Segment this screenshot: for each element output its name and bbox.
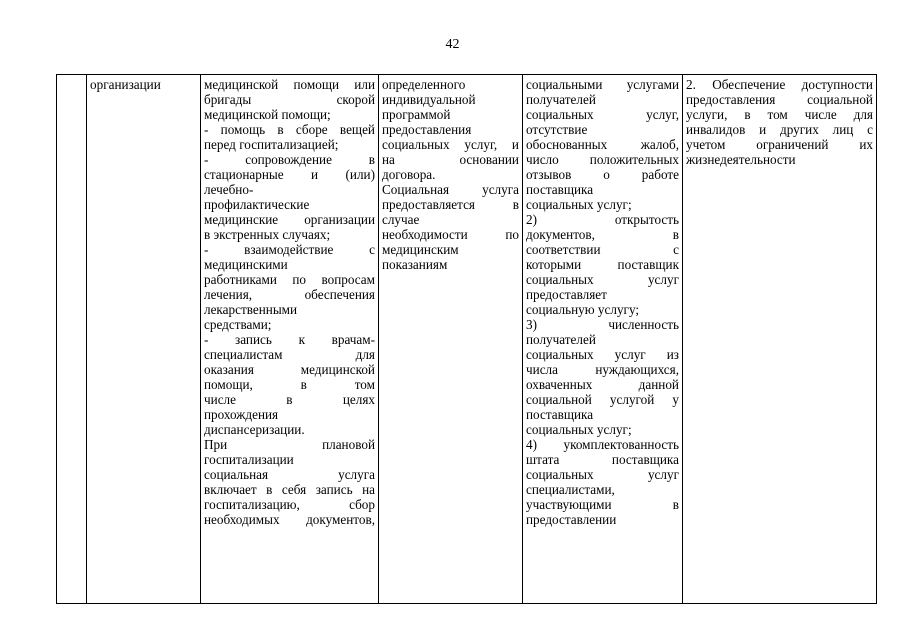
cell-line: социальных услуг,: [526, 107, 679, 122]
cell-line: - помощь в сборе вещей: [204, 122, 375, 137]
cell-line: поставщика: [526, 182, 594, 197]
cell-line: медицинские организации: [204, 212, 375, 227]
cell-description: [201, 75, 379, 604]
cell-line: документов, в: [526, 227, 679, 242]
cell-line: госпитализацию, сбор: [204, 497, 375, 512]
cell-line: медицинской помощи или: [204, 77, 375, 92]
cell-line: стационарные и (или): [204, 167, 375, 182]
cell-line: получателей: [526, 332, 596, 347]
cell-number: [57, 75, 87, 604]
cell-line: социальных услуг: [526, 272, 679, 287]
cell-line: 2. Обеспечение доступности: [686, 77, 873, 92]
cell-line: получателей: [526, 92, 596, 107]
cell-service-name: организации: [87, 75, 201, 604]
cell-line: определенного: [382, 77, 466, 92]
cell-line: случае: [382, 212, 420, 227]
cell-line: участвующими в: [526, 497, 679, 512]
cell-line: предоставления: [382, 122, 472, 137]
cell-line: числе в целях: [204, 392, 375, 407]
cell-line: предоставляется в: [382, 197, 519, 212]
cell-line: специалистам для: [204, 347, 375, 362]
cell-line: Социальная услуга: [382, 182, 519, 197]
cell-terms: [379, 75, 523, 604]
cell-line: лечения, обеспечения: [204, 287, 375, 302]
cell-line: перед госпитализацией;: [204, 137, 339, 152]
cell-line: необходимости по: [382, 227, 519, 242]
cell-line: услуги, в том числе для: [686, 107, 873, 122]
cell-line: лечебно-: [204, 182, 254, 197]
cell-line: социальных услуг: [526, 467, 679, 482]
cell-line: показаниям: [382, 257, 448, 272]
cell-line: в экстренных случаях;: [204, 227, 331, 242]
cell-line: отсутствие: [526, 122, 588, 137]
cell-line: 3) численность: [526, 317, 679, 332]
cell-line: числа нуждающихся,: [526, 362, 679, 377]
services-table: [56, 74, 877, 604]
cell-line: учетом ограничений их: [686, 137, 873, 152]
cell-line: индивидуальной: [382, 92, 476, 107]
page-number: 42: [445, 37, 460, 52]
cell-line: инвалидов и других лиц с: [686, 122, 873, 137]
cell-indicators: [523, 75, 683, 604]
cell-line: соответствии с: [526, 242, 679, 257]
cell-line: - запись к врачам-: [204, 332, 375, 347]
cell-line: медицинским: [382, 242, 459, 257]
cell-line: средствами;: [204, 317, 272, 332]
cell-line: предоставлении: [526, 512, 617, 527]
cell-line: жизнедеятельности: [686, 152, 796, 167]
cell-line: госпитализации: [204, 452, 294, 467]
cell-line: 4) укомплектованность: [526, 437, 679, 452]
cell-line: прохождения: [204, 407, 279, 422]
cell-line: диспансеризации.: [204, 422, 305, 437]
cell-line: лекарственными: [204, 302, 298, 317]
cell-line: социальная услуга: [204, 467, 375, 482]
cell-line: профилактические: [204, 197, 310, 212]
cell-line: социальных услуг;: [526, 197, 632, 212]
cell-line: При плановой: [204, 437, 375, 452]
cell-line: работниками по вопросам: [204, 272, 375, 287]
table-row: [57, 75, 877, 604]
cell-line: социальных услуг;: [526, 422, 632, 437]
cell-line: медицинской помощи;: [204, 107, 331, 122]
cell-line: предоставления социальной: [686, 92, 873, 107]
cell-line: помощи, в том: [204, 377, 375, 392]
cell-line: включает в себя запись на: [204, 482, 375, 497]
cell-line: охваченных данной: [526, 377, 679, 392]
cell-line: программой: [382, 107, 451, 122]
cell-line: социальными услугами: [526, 77, 679, 92]
cell-line: отзывов о работе: [526, 167, 679, 182]
cell-line: поставщика: [526, 407, 594, 422]
cell-line: специалистами,: [526, 482, 615, 497]
cell-line: которыми поставщик: [526, 257, 679, 272]
cell-line: - взаимодействие с: [204, 242, 375, 257]
cell-line: необходимых документов,: [204, 512, 375, 527]
cell-line: социальных услуг, и: [382, 137, 519, 152]
cell-line: предоставляет: [526, 287, 607, 302]
cell-line: социальную услугу;: [526, 302, 640, 317]
cell-line: социальных услуг из: [526, 347, 679, 362]
cell-conditions: [683, 75, 877, 604]
cell-line: медицинскими: [204, 257, 288, 272]
cell-line: бригады скорой: [204, 92, 375, 107]
cell-line: число положительных: [526, 152, 679, 167]
cell-line: на основании: [382, 152, 519, 167]
cell-line: социальной услугой у: [526, 392, 679, 407]
cell-line: обоснованных жалоб,: [526, 137, 679, 152]
cell-line: договора.: [382, 167, 436, 182]
cell-line: штата поставщика: [526, 452, 679, 467]
cell-line: 2) открытость: [526, 212, 679, 227]
cell-line: оказания медицинской: [204, 362, 375, 377]
cell-line: - сопровождение в: [204, 152, 375, 167]
